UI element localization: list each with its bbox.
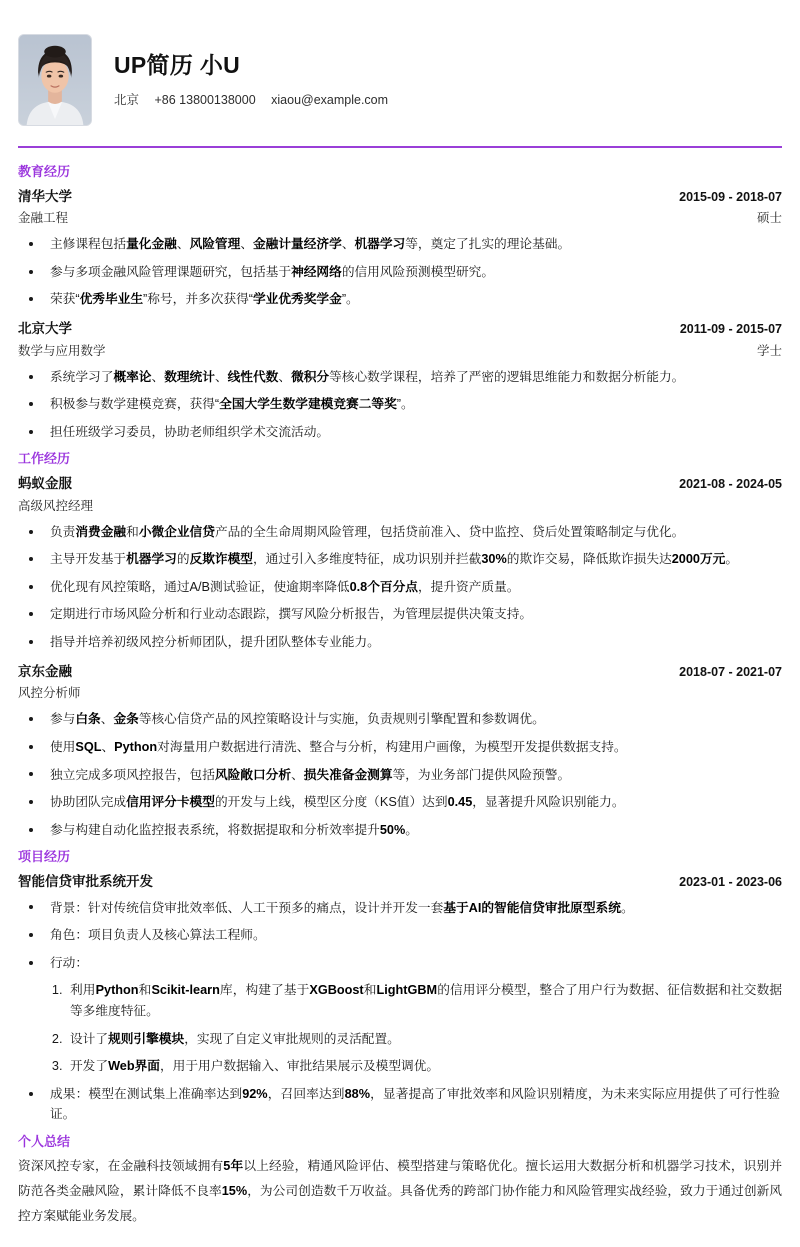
project-bullet-list [18,898,782,974]
work-date: 2018-07 - 2021-07 [679,664,782,679]
school-name: 清华大学 [18,188,72,204]
section-work [18,449,782,840]
work-date: 2021-08 - 2024-05 [679,476,782,491]
contact-phone: +86 13800138000 [154,92,256,107]
project-entry-header [18,870,782,894]
education-entry-subheader [18,208,782,230]
education-date: 2015-09 - 2018-07 [679,189,782,204]
school-name: 北京大学 [18,320,72,336]
project-outcome-list [18,1084,782,1125]
company-name: 京东金融 [18,663,72,679]
list-item: 协助团队完成信用评分卡模型的开发与上线，模型区分度（KS值）达到0.45，显著提升风险识别能力。 [18,792,782,813]
list-item: 独立完成多项风控报告，包括风险敞口分析、损失准备金测算等，为业务部门提供风险预警。 [18,765,782,786]
education-bullet-list [18,234,782,310]
education-entry-subheader [18,341,782,363]
project-name: 智能信贷审批系统开发 [18,873,153,889]
section-title-work: 工作经历 [18,451,71,467]
work-entry-subheader [18,683,782,705]
work-entry-subheader [18,496,782,518]
list-item: 指导并培养初级风控分析师团队，提升团队整体专业能力。 [18,632,782,653]
list-item: 主修课程包括量化金融、风险管理、金融计量经济学、机器学习等，奠定了扎实的理论基础。 [18,234,782,255]
identity-block [114,51,388,109]
header-divider [18,146,782,148]
job-title: 风控分析师 [18,686,81,701]
company-name: 蚂蚁金服 [18,475,72,491]
section-title-education: 教育经历 [18,164,71,179]
work-entry [18,472,782,653]
list-item: 1. 利用Python和Scikit-learn库，构建了基于XGBoost和LightGBM的信用评分模型，整合了用户行为数据、征信数据和社交数据等多维度特征。 [66,980,782,1021]
page-title: UP简历 小U [114,51,241,78]
list-item: 荣获“优秀毕业生”称号，并多次获得“学业优秀奖学金”。 [18,289,782,310]
education-entry [18,185,782,310]
degree-label: 学士 [756,343,782,358]
list-item: 成果：模型在测试集上准确率达到92%，召回率达到88%，显著提高了审批效率和风险识别精度，为未来实际应用提供了可行性验证。 [18,1084,782,1125]
list-item: 角色：项目负责人及核心算法工程师。 [18,925,782,946]
education-bullet-list [18,367,782,443]
list-item: 积极参与数学建模竞赛，获得“全国大学生数学建模竞赛二等奖”。 [18,394,782,415]
contact-line [114,92,388,110]
list-item: 主导开发基于机器学习的反欺诈模型，通过引入多维度特征，成功识别并拦截30%的欺诈交易，降低欺诈损失达2000万元。 [18,549,782,570]
list-item: 负责消费金融和小微企业信贷产品的全生命周期风险管理，包括贷前准入、贷中监控、贷后处置策略制定与优化。 [18,522,782,543]
list-item: 优化现有风控策略，通过A/B测试验证，使逾期率降低0.8个百分点，提升资产质量。 [18,577,782,598]
contact-location: 北京 [114,92,140,107]
major-name: 数学与应用数学 [18,343,106,358]
project-entry [18,870,782,1125]
list-item: 3. 开发了Web界面，用于用户数据输入、审批结果展示及模型调优。 [66,1056,782,1077]
list-item: 参与构建自动化监控报表系统，将数据提取和分析效率提升50%。 [18,820,782,841]
education-date: 2011-09 - 2015-07 [679,321,782,336]
section-title-project: 项目经历 [18,849,71,865]
list-item: 定期进行市场风险分析和行业动态跟踪，撰写风险分析报告，为管理层提供决策支持。 [18,604,782,625]
work-entry [18,660,782,841]
work-entry-header [18,472,782,496]
section-project [18,847,782,1125]
project-date: 2023-01 - 2023-06 [679,874,782,889]
work-entry-header [18,660,782,684]
education-entry-header [18,317,782,341]
section-education [18,162,782,442]
summary-text: 资深风控专家，在金融科技领域拥有5年以上经验，精通风险评估、模型搭建与策略优化。擅长运用大数据分析和机器学习技术，识别并防范各类金融风险，累计降低不良率15%，为公司创造数千万收益。具备优秀的跨部门协作能力和风险管理实战经验，致力于通过创新风控方案赋能业务发展。 [18,1159,783,1223]
list-item: 系统学习了概率论、数理统计、线性代数、微积分等核心数学课程，培养了严密的逻辑思维能力和数据分析能力。 [18,367,782,388]
education-entry [18,317,782,442]
resume-header [18,0,782,144]
project-substep-list [18,980,782,1076]
list-item: 参与多项金融风险管理课题研究，包括基于神经网络的信用风险预测模型研究。 [18,262,782,283]
list-item: 行动： [18,953,782,974]
list-item: 使用SQL、Python对海量用户数据进行清洗、整合与分析，构建用户画像，为模型开发提供数据支持。 [18,737,782,758]
contact-email: xiaou@example.com [271,92,389,107]
work-bullet-list [18,522,782,653]
section-summary [18,1132,782,1229]
list-item: 背景：针对传统信贷审批效率低、人工干预多的痛点，设计并开发一套基于AI的智能信贷审批原型系统。 [18,898,782,919]
work-bullet-list [18,709,782,840]
avatar [18,34,92,126]
education-entry-header [18,185,782,209]
list-item: 担任班级学习委员，协助老师组织学术交流活动。 [18,422,782,443]
degree-label: 硕士 [756,211,782,226]
major-name: 金融工程 [18,211,69,226]
list-item: 2. 设计了规则引擎模块，实现了自定义审批规则的灵活配置。 [66,1029,782,1050]
list-item: 参与白条、金条等核心信贷产品的风控策略设计与实施，负责规则引擎配置和参数调优。 [18,709,782,730]
job-title: 高级风控经理 [18,498,94,513]
section-title-summary: 个人总结 [18,1133,71,1149]
